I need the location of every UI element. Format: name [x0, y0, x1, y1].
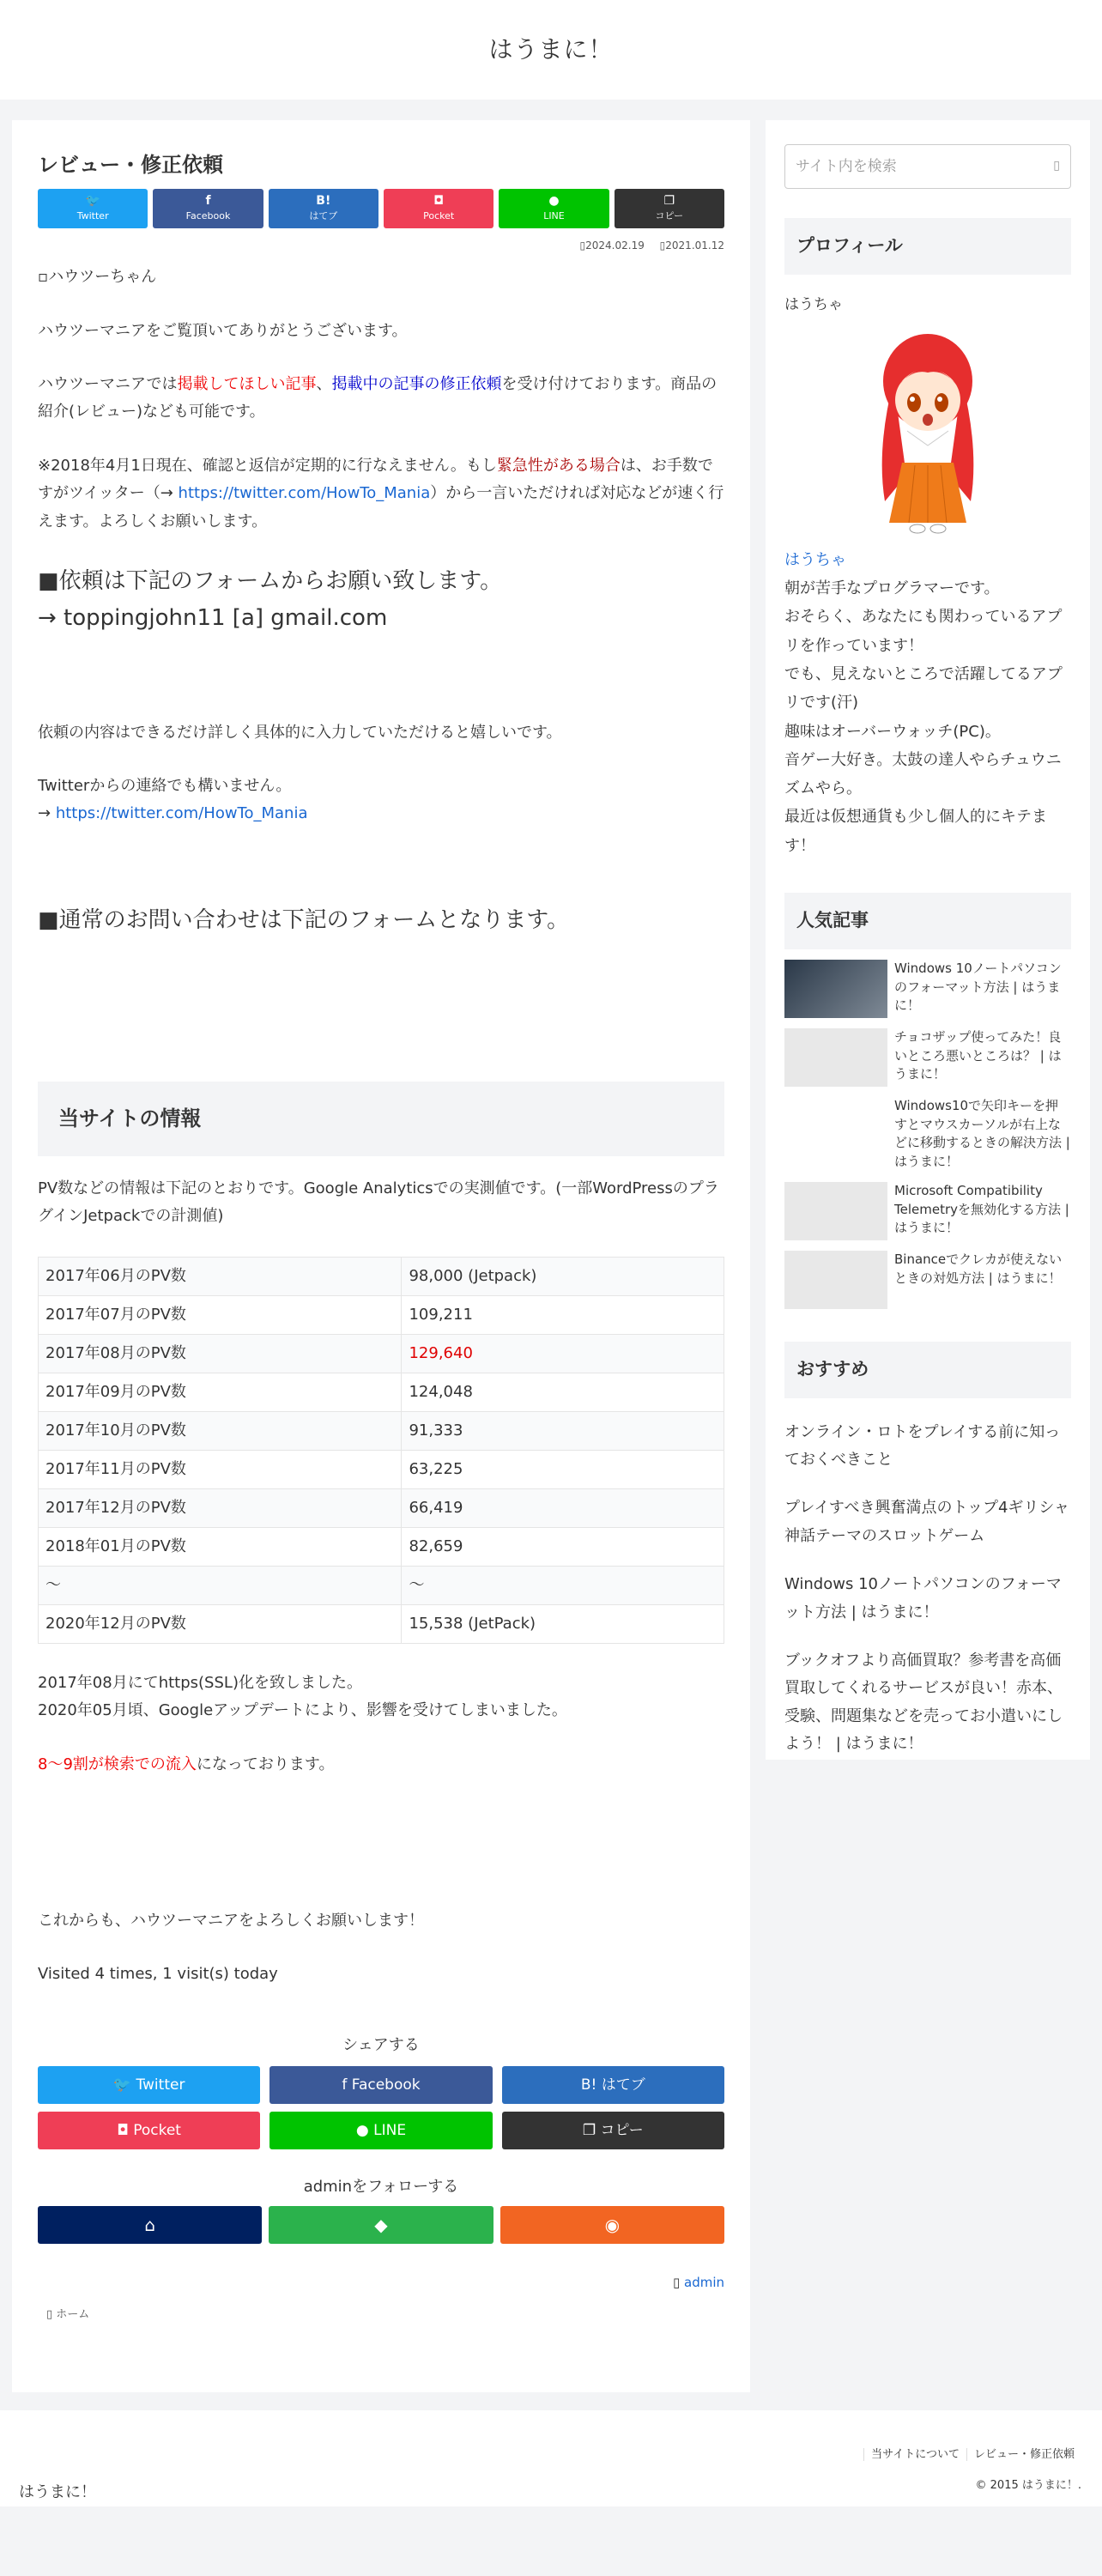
pv-month: 2017年07月のPV数: [39, 1295, 402, 1334]
popular-item-title: チョコザップ使ってみた！良いところ悪いところは？ | はうまに！: [894, 1028, 1062, 1082]
sns-share-bottom: [38, 2066, 724, 2149]
pv-month: 2017年11月のPV数: [39, 1450, 402, 1488]
hatena-icon: B!: [316, 193, 331, 208]
pv-month: 2017年12月のPV数: [39, 1488, 402, 1527]
share-label-text: LINE: [543, 210, 565, 222]
main-content: [12, 120, 750, 2392]
profile-name: はうちゃ: [784, 295, 843, 313]
share-bottom-hatena-button[interactable]: [502, 2066, 724, 2104]
page-title: レビュー・修正依頼: [38, 153, 223, 177]
breadcrumb: [38, 2305, 724, 2324]
share-bottom-twitter-button[interactable]: [38, 2066, 260, 2104]
pv-value: 15,538 (JetPack): [402, 1604, 724, 1643]
hatena-icon: B!: [580, 2076, 602, 2094]
profile-avatar: [784, 321, 1071, 545]
recommend-title: おすすめ: [784, 1342, 1071, 1398]
share-top-hatena-button[interactable]: [269, 189, 378, 228]
site-title[interactable]: はうまに！: [488, 35, 614, 64]
request-paragraph: ハウツーマニアでは掲載してほしい記事、掲載中の記事の修正依頼を受け付けております。商品の紹介(レビュー)なども可能です。: [38, 374, 718, 421]
pv-table: [38, 1257, 724, 1644]
table-row: [39, 1566, 724, 1604]
pv-month: 2017年09月のPV数: [39, 1373, 402, 1411]
search-placeholder: サイト内を検索: [796, 157, 897, 175]
request-heading: ■依頼は下記のフォームからお願い致します。 → toppingjohn11 [a] gmail.com: [38, 563, 724, 637]
table-row: [39, 1334, 724, 1373]
breadcrumb-home[interactable]: ホーム: [56, 2308, 90, 2322]
search-icon[interactable]: ▯: [1053, 159, 1060, 173]
image-alt-text: ハウツーちゃん: [48, 268, 157, 287]
thumbnail-image: [784, 1182, 887, 1240]
site-header: [0, 0, 1102, 100]
profile-line: でも、見えないところで活躍してるアプリです(汗): [784, 664, 1063, 712]
popular-title: 人気記事: [784, 893, 1071, 949]
home-icon: ▯: [46, 2308, 57, 2322]
pv-value: 129,640: [402, 1334, 724, 1373]
share-label-text: LINE: [373, 2122, 407, 2140]
share-top-line-button[interactable]: [499, 189, 609, 228]
table-row: [39, 1604, 724, 1643]
site-footer: [0, 2410, 1102, 2506]
twitter-icon: 🐦: [112, 2076, 136, 2094]
table-row: [39, 1527, 724, 1566]
share-top-pocket-button[interactable]: [384, 189, 493, 228]
share-label-text: はてブ: [309, 210, 338, 222]
popular-item-title: Binanceでクレカが使えないときの対処方法 | はうまに！: [894, 1251, 1063, 1286]
pv-month: 2018年01月のPV数: [39, 1527, 402, 1566]
share-label-text: Twitter: [76, 210, 109, 222]
pv-value: 109,211: [402, 1295, 724, 1334]
pv-month: 2017年08月のPV数: [39, 1334, 402, 1373]
profile-text: [784, 546, 1071, 860]
pv-value: 91,333: [402, 1411, 724, 1450]
recommend-item[interactable]: オンライン・ロトをプレイする前に知っておくべきこと: [784, 1422, 1061, 1470]
sidebar: [766, 120, 1090, 1760]
share-bottom-line-button[interactable]: [269, 2112, 492, 2149]
table-row: [39, 1488, 724, 1527]
profile-line: 趣味はオーバーウォッチ(PC)。: [784, 722, 1001, 741]
twitter-icon: 🐦: [85, 193, 100, 208]
thumbnail-image: [784, 1097, 887, 1155]
table-row: [39, 1257, 724, 1295]
recommend-item[interactable]: Windows 10ノートパソコンのフォーマット方法 | はうまに！: [784, 1575, 1062, 1621]
profile-title: プロフィール: [784, 218, 1071, 275]
pv-value: 66,419: [402, 1488, 724, 1527]
pv-value: 98,000 (Jetpack): [402, 1257, 724, 1295]
recommend-item[interactable]: プレイすべき興奮満点のトップ4ギリシャ神話テーマのスロットゲーム: [784, 1499, 1070, 1545]
author-line: [38, 2271, 724, 2294]
share-label-text: Twitter: [136, 2076, 185, 2094]
popular-item[interactable]: [784, 1028, 1071, 1087]
popular-item[interactable]: [784, 960, 1071, 1018]
twitter-link[interactable]: https://twitter.com/HowTo_Mania: [178, 484, 431, 503]
feedly-icon: ◆: [374, 2215, 388, 2236]
line-icon: ●: [355, 2122, 374, 2140]
share-bottom-copy-button[interactable]: [502, 2112, 724, 2149]
share-top-twitter-button[interactable]: [38, 189, 148, 228]
table-row: [39, 1295, 724, 1334]
broken-image: ▫ハウツーちゃん: [38, 268, 157, 287]
share-label-text: はてブ: [601, 2076, 645, 2094]
footer-links: [863, 2445, 1081, 2464]
user-icon: ▯: [672, 2275, 684, 2291]
footer-logo[interactable]: はうまに！: [19, 2483, 96, 2501]
facebook-icon: f: [205, 193, 211, 208]
share-label: シェアする: [342, 2035, 420, 2054]
pv-month: 〜: [39, 1566, 402, 1604]
pv-month: 2017年10月のPV数: [39, 1411, 402, 1450]
popular-item[interactable]: [784, 1097, 1071, 1172]
line-icon: ●: [548, 193, 560, 208]
pv-value: 63,225: [402, 1450, 724, 1488]
popular-item-title: Microsoft Compatibility Telemetryを無効化する方法 | はうまに！: [894, 1182, 1069, 1236]
notice-paragraph: ※2018年4月1日現在、確認と返信が定期的に行なえません。もし緊急性がある場合は、お手数ですがツイッター（→ https://twitter.com/HowTo_Mania）から一言いただければ対応などが速く行えます。よろしくお願いします。: [38, 456, 724, 530]
table-row: [39, 1373, 724, 1411]
post-dates: [38, 237, 724, 256]
inquiry-heading: ■通常のお問い合わせは下記のフォームとなります。: [38, 906, 570, 933]
search-input[interactable]: [784, 144, 1071, 189]
popular-item-title: Windows10で矢印キーを押すとマウスカーソルが右上などに移動するときの解決方法 | はうまに！: [894, 1097, 1070, 1170]
pv-value: 124,048: [402, 1373, 724, 1411]
follow-label: adminをフォローする: [303, 2178, 459, 2197]
published-date: ▯2021.01.12: [659, 239, 724, 252]
share-label-text: コピー: [655, 210, 684, 222]
share-bottom-pocket-button[interactable]: [38, 2112, 260, 2149]
avatar-illustration: [859, 321, 996, 536]
share-label-text: Facebook: [351, 2076, 421, 2094]
pv-intro-paragraph: PV数などの情報は下記のとおりです。Google Analyticsでの実測値です。(一部WordPressのプラグインJetpackでの計測値): [38, 1179, 719, 1226]
pocket-icon: ◘: [117, 2122, 134, 2140]
contact-email: → toppingjohn11 [a] gmail.com: [38, 604, 388, 631]
pv-month: 2017年06月のPV数: [39, 1257, 402, 1295]
table-row: [39, 1450, 724, 1488]
home-icon: ⌂: [144, 2215, 156, 2236]
twitter-paragraph: Twitterからの連絡でも構いません。 → https://twitter.com/HowTo_Mania: [38, 777, 308, 823]
profile-link[interactable]: はうちゃ: [784, 550, 846, 569]
popular-item[interactable]: [784, 1251, 1071, 1309]
thumbnail-image: [784, 1028, 887, 1087]
recommend-list: [784, 1419, 1071, 1759]
recommend-item[interactable]: ブックオフより高価買取？参考書を高価買取してくれるサービスが良い！赤本、受験、問題集などを売ってお小遣いにしよう！ | はうまに！: [784, 1651, 1063, 1754]
follow-feedly-button[interactable]: [269, 2206, 493, 2244]
copyright: © 2015 はうまに！.: [975, 2479, 1081, 2492]
share-label-text: コピー: [600, 2122, 644, 2140]
share-label-text: Pocket: [423, 210, 455, 222]
visit-counter: Visited 4 times, 1 visit(s) today: [38, 1965, 278, 1984]
share-label-text: Facebook: [185, 210, 231, 222]
sns-share-top: [38, 189, 724, 228]
profile-line: 朝が苦手なプログラマーです。: [784, 579, 1000, 598]
popular-item-title: Windows 10ノートパソコンのフォーマット方法 | はうまに！: [894, 960, 1062, 1014]
pv-month: 2020年12月のPV数: [39, 1604, 402, 1643]
detail-paragraph: 依頼の内容はできるだけ詳しく具体的に入力していただけると嬉しいです。: [38, 723, 562, 742]
profile-line: おそらく、あなたにも関わっているアプリを作っています！: [784, 608, 1063, 655]
follow-rss-button[interactable]: [500, 2206, 724, 2244]
rss-icon: ◉: [604, 2215, 621, 2236]
popular-item[interactable]: [784, 1182, 1071, 1240]
footer-link[interactable]: 当サイトについて: [863, 2448, 966, 2461]
site-info-heading: 当サイトの情報: [38, 1082, 724, 1156]
share-top-facebook-button[interactable]: [153, 189, 263, 228]
profile-line: 音ゲー大好き。太鼓の達人やらチュウニズムやら。: [784, 750, 1062, 798]
follow-home-button[interactable]: [38, 2206, 262, 2244]
ssl-paragraph: 2017年08月にてhttps(SSL)化を致しました。 2020年05月頃、Googleアップデートにより、影響を受けてしまいました。: [38, 1673, 567, 1720]
copy-icon: ❐: [582, 2122, 601, 2140]
pv-value: 82,659: [402, 1527, 724, 1566]
updated-date: ▯2024.02.19: [579, 239, 645, 252]
twitter-link-2[interactable]: https://twitter.com/HowTo_Mania: [55, 804, 308, 823]
copy-icon: ❐: [663, 193, 675, 208]
share-bottom-facebook-button[interactable]: [269, 2066, 492, 2104]
profile-line: 最近は仮想通貨も少し個人的にキテます！: [784, 808, 1047, 855]
closing-paragraph: これからも、ハウツーマニアをよろしくお願いします！: [38, 1911, 424, 1930]
author-link[interactable]: admin: [684, 2275, 724, 2291]
popular-list: [784, 960, 1071, 1309]
pocket-icon: ◘: [433, 193, 445, 208]
thumbnail-image: [784, 960, 887, 1018]
table-row: [39, 1411, 724, 1450]
pv-value: 〜: [402, 1566, 724, 1604]
footer-link[interactable]: レビュー・修正依頼: [966, 2448, 1081, 2461]
intro-paragraph: ハウツーマニアをご覧頂いてありがとうございます。: [38, 321, 408, 340]
traffic-paragraph: 8〜9割が検索での流入になっております。: [38, 1755, 335, 1773]
share-top-copy-button[interactable]: [615, 189, 724, 228]
follow-buttons: [38, 2206, 724, 2244]
share-label-text: Pocket: [133, 2122, 181, 2140]
facebook-icon: f: [342, 2076, 352, 2094]
thumbnail-image: [784, 1251, 887, 1309]
